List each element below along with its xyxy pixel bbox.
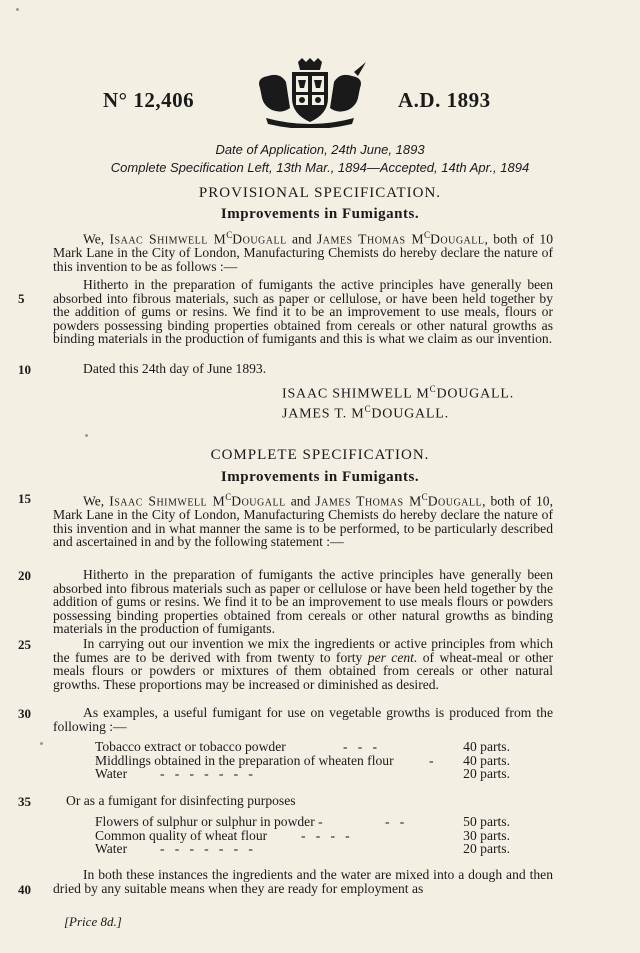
signer-2-surname: DOUGALL. [371,406,449,422]
emphasis: per cent. [367,649,418,665]
quantity: 50 parts. [463,814,510,829]
text: , both of 10, Mark Lane in the City of London, Manufacturing Chemists do hereby declare the nature of this invention and in what manner the same is to be performed, to be particularly described and ascertained in and by the following statement :— [53,493,553,550]
superscript: C [226,230,233,240]
text: , both of 10 Mark Lane in the City of London, Manufacturing Chemists do hereby declare the nature of this invention to be as follows :— [53,231,553,274]
ingredient: Common quality of wheat flour [95,827,268,843]
superscript: C [364,403,372,414]
line-number: 15 [18,491,31,506]
inventor-name: James Thomas M [315,493,422,509]
text: and [285,493,316,509]
complete-paragraph-4: As examples, a useful fumigant for use on vegetable growths is produced from the following :— [53,705,553,734]
superscript: C [429,384,437,394]
text: and [286,231,318,247]
complete-heading: COMPLETE SPECIFICATION. [210,447,430,463]
ingredient: Water [95,766,128,782]
print-speck [16,8,19,11]
line-number: 25 [18,637,31,652]
inventor-surname: Dougall [430,231,485,247]
leader-dashes: - - - [343,739,377,754]
ingredient: Water [95,841,128,857]
superscript: C [424,230,431,240]
recipe-row [95,740,510,754]
inventor-name: Isaac Shimwell M [109,231,227,247]
ingredient: Middlings obtained in the preparation of wheaten flour [95,752,394,768]
provisional-paragraph-1 [53,229,553,273]
inventor-name: James Thomas M [317,231,425,247]
quantity: 40 parts. [463,739,510,754]
leader-dashes: - - [385,814,405,829]
line-number: 40 [18,882,31,897]
text: of wheat-meal or other meals flours or powders or mixtures of them obtained from cereals or other natural growths. These proportions may be increased or diminished as desired. [53,649,553,692]
leader-dashes: - - - - - - - [160,841,253,857]
leader-dashes: - - - - - - - [160,766,253,782]
complete-specification-dates: Complete Specification Left, 13th Mar., 1894—Accepted, 14th Apr., 1894 [110,160,530,175]
provisional-heading: PROVISIONAL SPECIFICATION. [198,185,442,201]
print-speck [85,434,88,437]
inventor-surname: Dougall [427,493,483,509]
provisional-dated: Dated this 24th day of June 1893. [83,361,267,376]
line-number: 35 [18,794,31,809]
leader-dashes: - [429,752,434,768]
quantity: 30 parts. [463,827,510,843]
recipe-disinfecting [95,815,510,856]
text: We, [83,493,110,509]
recipe-row [95,754,510,768]
provisional-signatories [282,382,514,421]
line-number: 30 [18,706,31,721]
inventor-name: Isaac Shimwell M [109,493,226,509]
patent-year: A.D. 1893 [398,88,491,112]
complete-paragraph-3 [53,637,553,691]
line-number: 10 [18,362,31,377]
recipe-row [95,829,510,843]
signer-1 [282,382,514,402]
print-speck [40,742,43,745]
leader-dashes: - - - - [301,827,350,843]
text: In carrying out our invention we mix the ingredients or active principles from which the fumes are to be derived with from twenty to forty [53,636,553,665]
royal-coat-of-arms-icon [246,58,374,128]
price-note: [Price 8d.] [64,914,122,929]
complete-paragraph-2: Hitherto in the preparation of fumigants the active principles have generally been absorbed into fibrous materials such as paper or cellulose or have been held together by the addition of gums or resins. We find it to be an improvement to use meals flours or powders possessing binding properties obtained from cereals or other natural growths as binding materials in the production of fumigants. [53,567,553,637]
provisional-paragraph-2: Hitherto in the preparation of fumigants the active principles have generally been absorbed into fibrous materials, such as paper or cellulose, or have been held together by the addition of gums or resins. We find it to be an improvement to use meals, flours or powders possessing binding properties obtained from cereals or other natural growths as binding materials in the production of fumigants and this is what we claim as our invention. [53,277,553,347]
complete-paragraph-1 [53,491,553,549]
superscript: C [421,492,428,502]
provisional-title: Improvements in Fumigants. [220,206,420,222]
quantity: 20 parts. [463,766,510,782]
complete-paragraph-6: In both these instances the ingredients and the water are mixed into a dough and then dried by any suitable means when they are ready for employment as [53,867,553,896]
recipe-vegetable [95,740,510,781]
patent-header [0,58,640,130]
signer-1-name: ISAAC SHIMWELL M [282,386,430,402]
inventor-surname: Dougall [231,493,286,509]
patent-number: N° 12,406 [103,88,195,112]
line-number: 20 [18,568,31,583]
recipe-row [95,767,510,781]
complete-title: Improvements in Fumigants. [220,469,420,485]
signer-2 [282,402,514,422]
complete-paragraph-5: Or as a fumigant for disinfecting purposes [66,793,296,808]
ingredient: Flowers of sulphur or sulphur in powder - [95,814,323,829]
recipe-row [95,842,510,856]
signer-1-surname: DOUGALL. [436,386,514,402]
signer-2-name: JAMES T. M [282,406,365,422]
date-of-application: Date of Application, 24th June, 1893 [215,142,425,157]
recipe-row [95,815,510,829]
ingredient: Tobacco extract or tobacco powder [95,739,286,754]
text: We, [83,231,110,247]
superscript: C [225,492,232,502]
quantity: 20 parts. [463,841,510,857]
quantity: 40 parts. [463,752,510,768]
inventor-surname: Dougall [232,231,287,247]
line-number: 5 [18,291,25,306]
